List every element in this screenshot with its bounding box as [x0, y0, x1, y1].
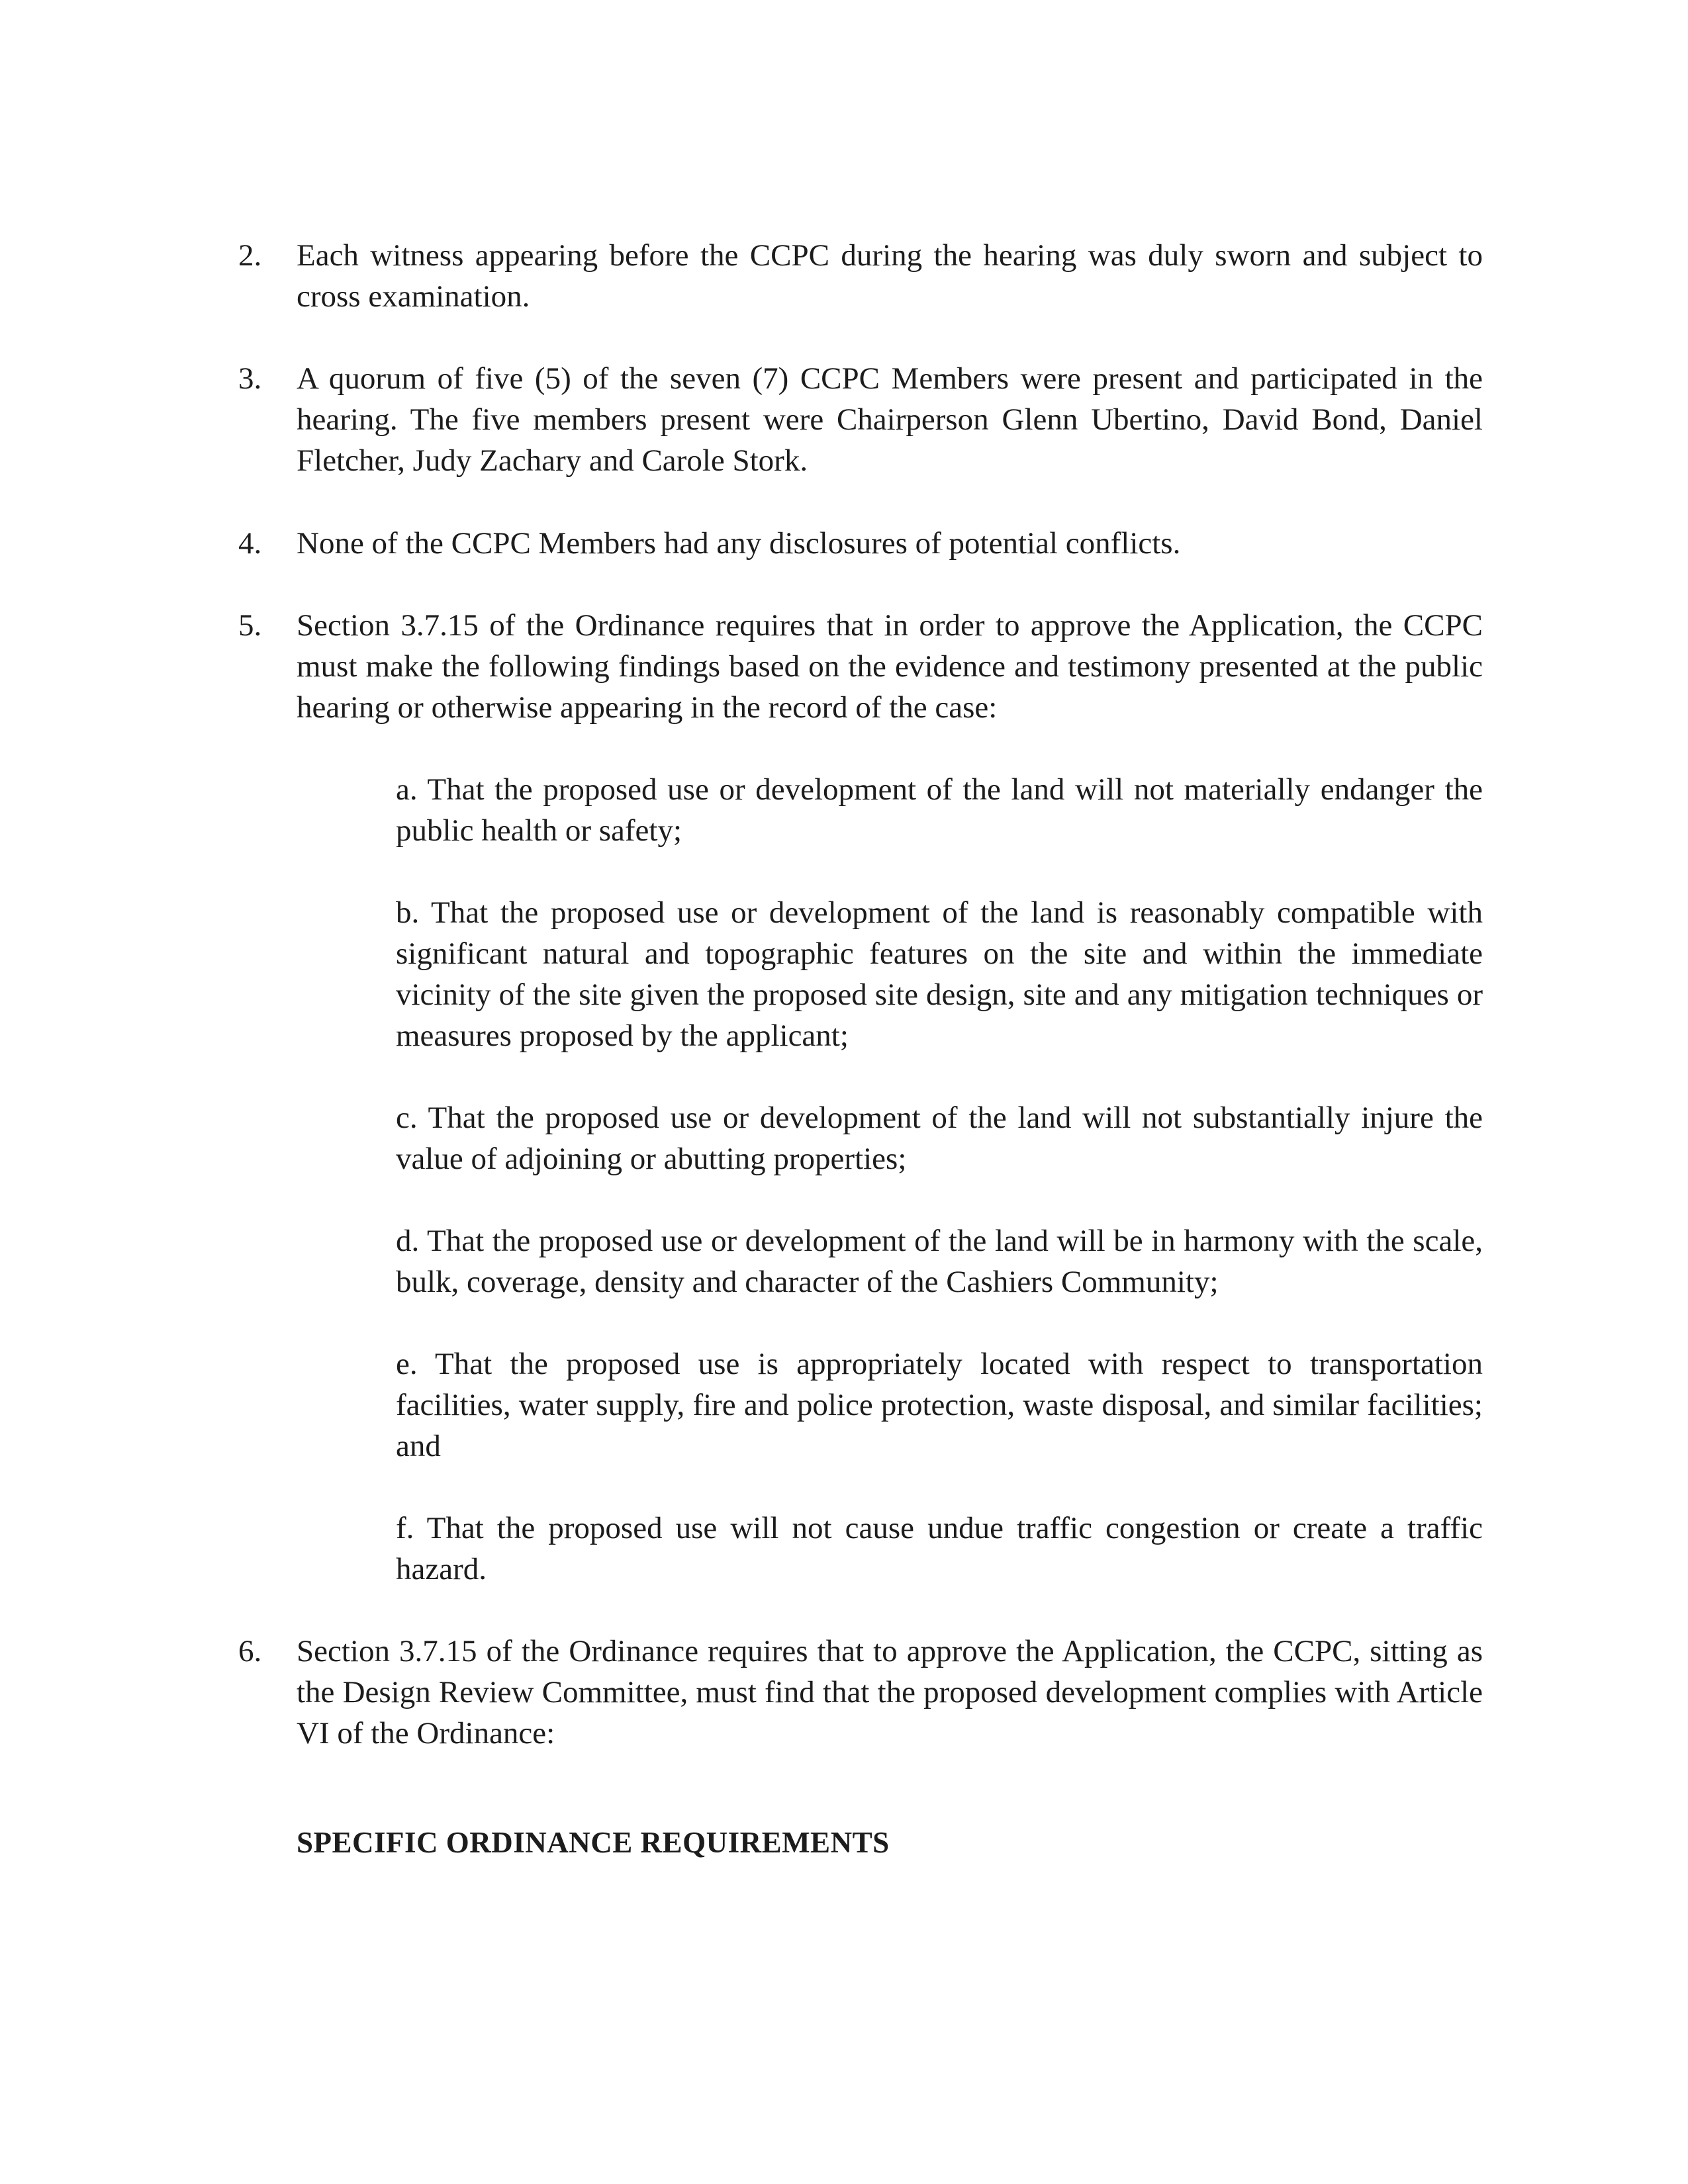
list-item-4	[238, 523, 1483, 564]
finding-b: b. That the proposed use or development of the land is reasonably compatible with significant natural and topographic features on the site and within the immediate vicinity of the site given the proposed site design, site and any mitigation techniques or measures proposed by the applicant;	[396, 895, 1483, 1053]
list-number: 5.	[238, 608, 262, 643]
list-number: 6.	[238, 1634, 262, 1668]
section-heading: SPECIFIC ORDINANCE REQUIREMENTS	[297, 1826, 890, 1859]
list-item-5	[238, 605, 1483, 728]
finding-c: c. That the proposed use or development of the land will not substantially injure the value of adjoining or abutting properties;	[396, 1101, 1483, 1176]
list-item-3	[238, 358, 1483, 481]
list-number: 3.	[238, 361, 262, 396]
list-number: 2.	[238, 238, 262, 273]
list-item-2	[238, 235, 1483, 317]
list-text: Each witness appearing before the CCPC during the hearing was duly sworn and subject to cross examination.	[297, 238, 1483, 314]
list-text: A quorum of five (5) of the seven (7) CCPC Members were present and participated in the hearing. The five members present were Chairperson Glenn Ubertino, David Bond, Daniel Fletcher, Judy Zachary and Carole Stork.	[297, 361, 1483, 478]
finding-f: f. That the proposed use will not cause undue traffic congestion or create a traffic hazard.	[396, 1511, 1483, 1586]
list-number: 4.	[238, 526, 262, 561]
finding-d: d. That the proposed use or development of the land will be in harmony with the scale, bulk, coverage, density and character of the Cashiers Community;	[396, 1224, 1483, 1299]
list-item-6	[238, 1631, 1483, 1754]
list-text: Section 3.7.15 of the Ordinance requires that to approve the Application, the CCPC, sitting as the Design Review Committee, must find that the proposed development complies with Article VI of the Ordinance:	[297, 1634, 1483, 1751]
list-text: Section 3.7.15 of the Ordinance requires that in order to approve the Application, the CCPC must make the following findings based on the evidence and testimony presented at the public hearing or otherwise appearing in the record of the case:	[297, 608, 1483, 725]
list-text: None of the CCPC Members had any disclosures of potential conflicts.	[297, 526, 1181, 561]
finding-e: e. That the proposed use is appropriately located with respect to transportation facilities, water supply, fire and police protection, waste disposal, and similar facilities; and	[396, 1347, 1483, 1463]
finding-a: a. That the proposed use or development of the land will not materially endanger the public health or safety;	[396, 772, 1483, 848]
